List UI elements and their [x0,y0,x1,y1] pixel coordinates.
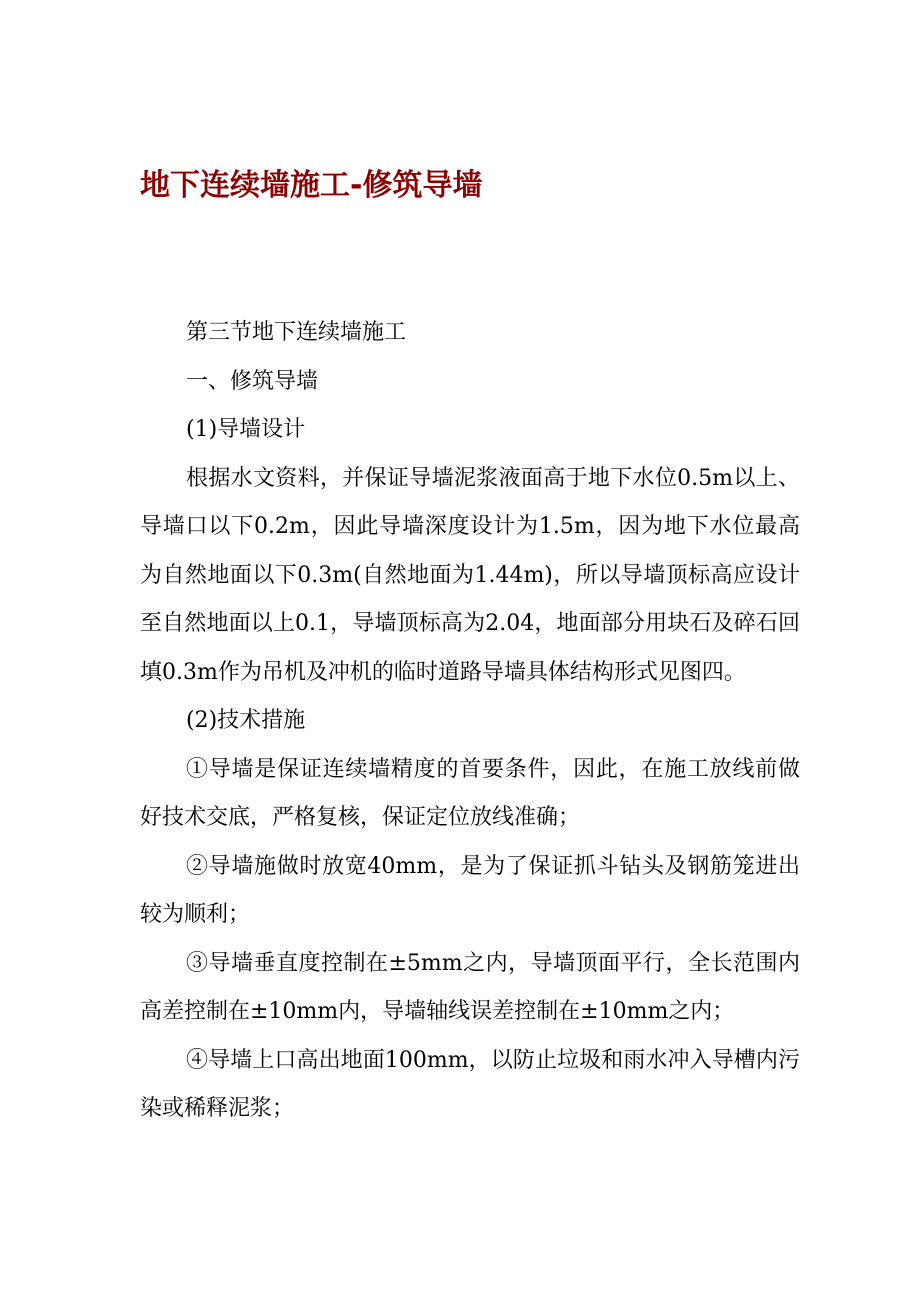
paragraph-measure-4: ④导墙上口高出地面100mm，以防止垃圾和雨水冲入导槽内污染或稀释泥浆； [140,1047,800,1121]
item-heading-measures: (2)技术措施 [186,708,306,733]
subsection-heading: 一、修筑导墙 [186,368,319,394]
paragraph-measure-3: ③导墙垂直度控制在±5mm之内，导墙顶面平行，全长范围内高差控制在±10mm内，导墙轴线误差控制在±10mm之内； [140,950,800,1024]
paragraph-measure-1: ①导墙是保证连续墙精度的首要条件，因此，在施工放线前做好技术交底，严格复核，保证定位放线准确； [140,756,800,830]
paragraph-design: 根据水文资料，并保证导墙泥浆液面高于地下水位0.5m以上、导墙口以下0.2m，因此导墙深度设计为1.5m，因为地下水位最高为自然地面以下0.3m(自然地面为1.44m)，所以导墙顶标高应设计至自然地面以上0.1，导墙顶标高为2.04，地面部分用块石及碎石回填0.3m作为吊机及冲机的临时道路导墙具体结构形式见图四。 [140,465,800,685]
paragraph-measure-2: ②导墙施做时放宽40mm，是为了保证抓斗钻头及钢筋笼进出较为顺利； [140,853,800,927]
document-body [140,309,800,1134]
section-heading: 第三节地下连续墙施工 [186,320,407,345]
item-heading-design: (1)导墙设计 [186,417,306,442]
document-title: 地下连续墙施工-修筑导墙 [140,168,483,203]
